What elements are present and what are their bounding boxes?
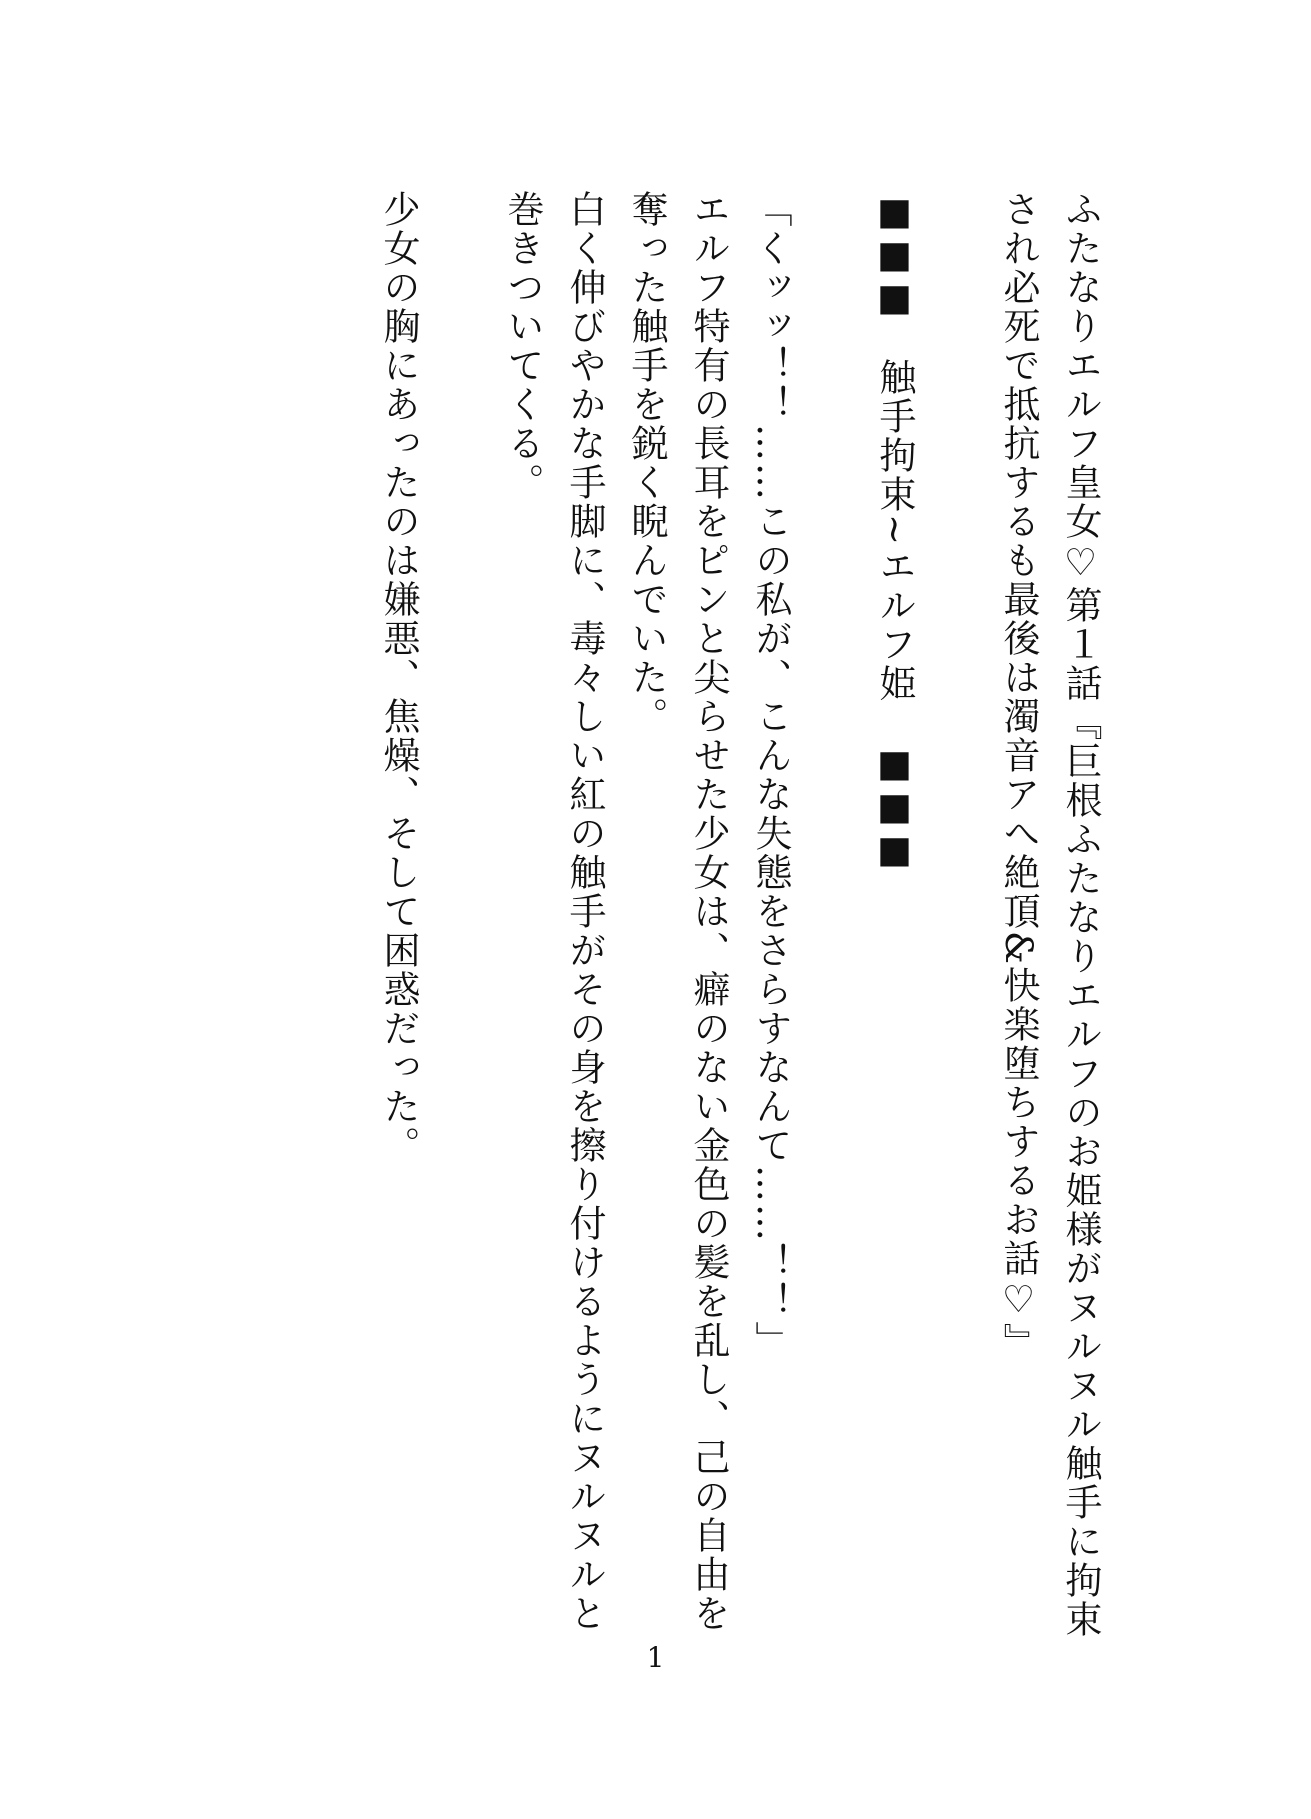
paragraph: 白く伸びやかな手脚に、毒々しい紅の触手がその身を擦り付けるようにヌルヌルと巻きついてくる。 [501,190,606,1633]
blank-line [801,190,863,191]
paragraph: 少女の胸にあったのは嫌悪、焦燥、そして困惑だった。 [377,190,420,1165]
chapter-heading [863,190,925,1670]
story-title: ふたなりエルフ皇女♡第１話『巨根ふたなりエルフのお姫様がヌルヌル触手に拘束され必死で抵抗するも最後は濁音アへ絶頂&快楽堕ちするお話♡』 [997,190,1102,1639]
heading-blocks-right: ■■■ [873,742,916,872]
page-number: 1 [646,1641,665,1674]
vertical-text-body [191,190,1111,1670]
heading-text: 触手拘束~エルフ姫 [873,358,916,704]
heading-blocks-left: ■■■ [873,190,916,319]
blank-line [429,190,491,191]
blank-line [925,190,987,191]
paragraph: エルフ特有の長耳をピンと尖らせた少女は、癖のない金色の髪を乱し、己の自由を奪った触手を鋭く睨んでいた。 [625,190,730,1633]
paragraph-dialogue: 「くッッ！！……この私が、こんな失態をさらすなんて……！！」 [749,190,792,1360]
